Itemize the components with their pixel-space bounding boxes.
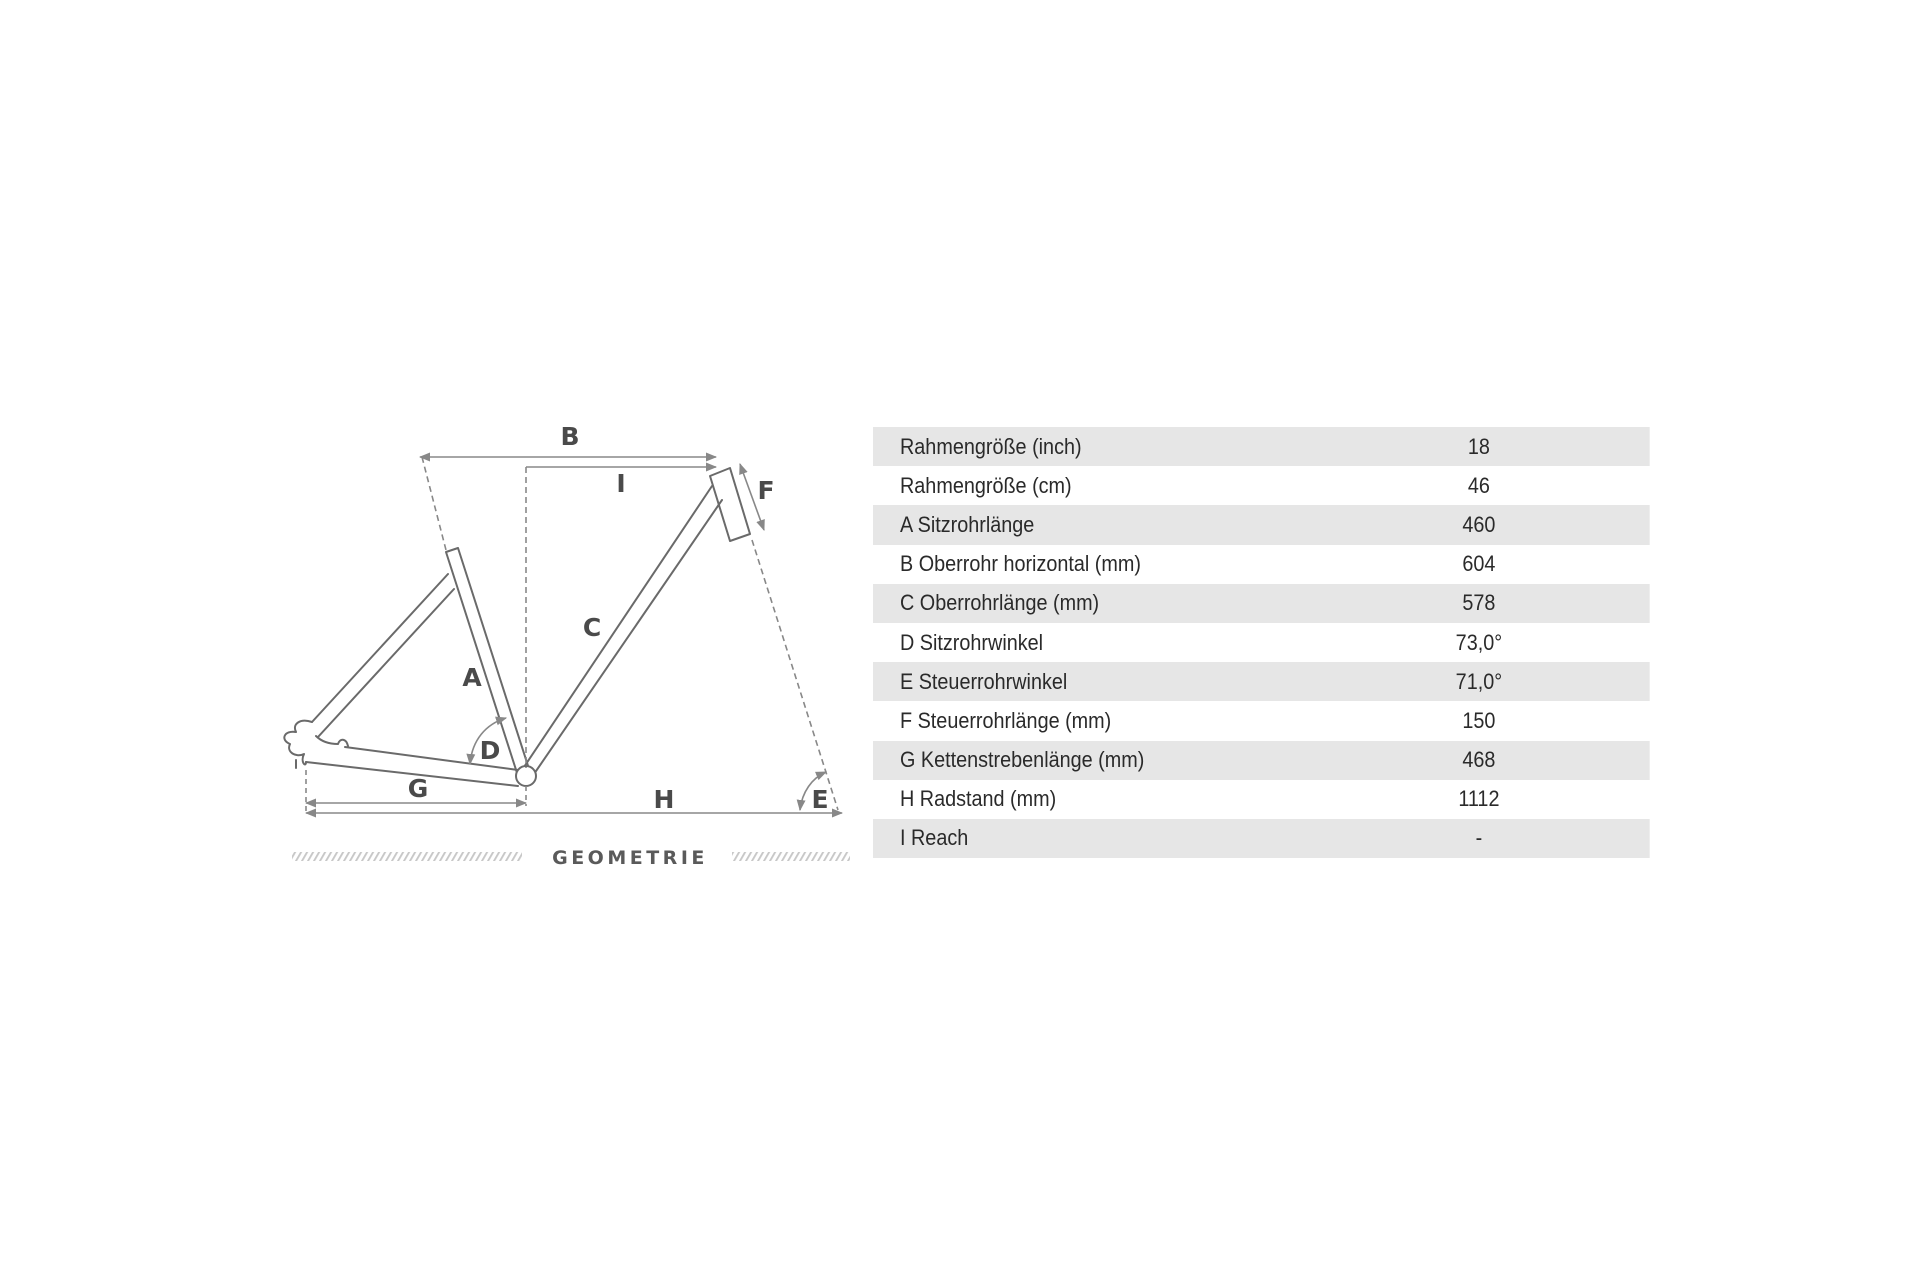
- spec-row: [873, 780, 1650, 819]
- spec-value: 18: [1467, 433, 1490, 459]
- spec-value: 150: [1462, 707, 1496, 733]
- spec-value: 468: [1462, 747, 1496, 773]
- spec-value: 1112: [1458, 786, 1500, 812]
- spec-row: [873, 505, 1650, 544]
- spec-value: 578: [1462, 590, 1496, 616]
- label-a: A: [462, 663, 482, 692]
- spec-row: [873, 466, 1650, 505]
- spec-row: [873, 623, 1650, 662]
- spec-label: B Oberrohr horizontal (mm): [900, 551, 1141, 577]
- spec-row: [873, 427, 1650, 466]
- spec-row: [873, 819, 1650, 858]
- spec-label: G Kettenstrebenlänge (mm): [900, 747, 1145, 773]
- spec-value: -: [1475, 825, 1483, 851]
- label-h: H: [653, 785, 675, 814]
- label-d: D: [479, 736, 501, 765]
- spec-row: [873, 701, 1650, 740]
- label-g: G: [407, 774, 429, 803]
- dimension-lines: [306, 457, 842, 815]
- spec-label: I Reach: [900, 825, 969, 851]
- spec-value: 46: [1467, 472, 1490, 498]
- label-e: E: [811, 785, 829, 814]
- spec-label: C Oberrohrlänge (mm): [900, 590, 1100, 616]
- seat-stay: [312, 574, 454, 737]
- head-tube: [710, 468, 750, 541]
- spec-label: Rahmengröße (inch): [900, 433, 1082, 459]
- diagram-caption: GEOMETRIE: [552, 847, 708, 869]
- spec-row: [873, 662, 1650, 701]
- spec-label: F Steuerrohrlänge (mm): [900, 707, 1112, 733]
- bike-frame: [284, 468, 750, 786]
- caption-hatch-right: [732, 852, 850, 861]
- spec-row: [873, 584, 1650, 623]
- spec-label: E Steuerrohrwinkel: [900, 668, 1068, 694]
- spec-value: 604: [1462, 551, 1496, 577]
- dimension-b-guide: [422, 457, 446, 550]
- spec-value: 71,0°: [1455, 668, 1503, 694]
- dimension-e-guide: [752, 540, 838, 810]
- spec-row: [873, 545, 1650, 584]
- down-tube: [522, 486, 722, 774]
- spec-value: 460: [1462, 511, 1496, 537]
- label-i: I: [616, 469, 626, 498]
- caption-hatch-left: [292, 852, 522, 861]
- rear-dropout: [284, 721, 348, 768]
- bottom-bracket: [516, 766, 536, 786]
- label-f: F: [757, 476, 775, 505]
- spec-label: D Sitzrohrwinkel: [900, 629, 1044, 655]
- spec-label: Rahmengröße (cm): [900, 472, 1072, 498]
- label-c: C: [582, 613, 602, 642]
- geometry-spec-table: [873, 427, 1650, 858]
- spec-label: A Sitzrohrlänge: [900, 511, 1035, 537]
- spec-row: [873, 741, 1650, 780]
- label-b: B: [560, 422, 580, 451]
- spec-value: 73,0°: [1455, 629, 1503, 655]
- spec-label: H Radstand (mm): [900, 786, 1057, 812]
